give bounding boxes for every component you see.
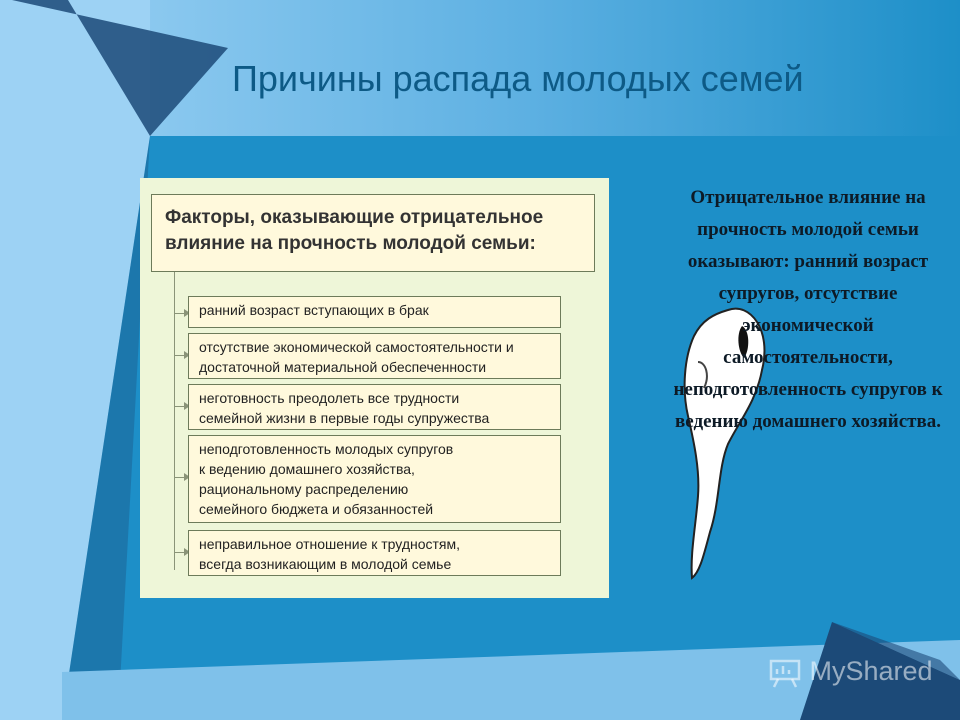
arrow-icon <box>174 552 187 553</box>
factor-text: отсутствие экономической самостоятельности и <box>199 339 514 355</box>
diagram-heading-line: Факторы, оказывающие отрицательное <box>165 207 544 228</box>
factor-box <box>188 530 561 576</box>
diagram-heading <box>151 194 595 272</box>
arrow-icon <box>174 477 187 478</box>
factor-text: семейного бюджета и обязанностей <box>199 501 434 517</box>
factor-box <box>188 384 561 430</box>
factors-diagram <box>140 178 609 598</box>
arrow-icon <box>174 355 187 356</box>
factor-text: неподготовленность молодых супругов <box>199 441 454 457</box>
factor-box <box>188 435 561 523</box>
watermark-logo <box>768 656 933 688</box>
factor-text: всегда возникающим в молодой семье <box>199 556 452 572</box>
factor-text: неготовность преодолеть все трудности <box>199 390 460 406</box>
diagram-heading-line: влияние на прочность молодой семьи: <box>165 233 536 254</box>
factor-text: рациональному распределению <box>199 481 409 497</box>
presentation-board-icon <box>768 658 802 688</box>
arrow-icon <box>174 313 187 314</box>
factor-text: ранний возраст вступающих в брак <box>199 302 429 318</box>
factor-text: к ведению домашнего хозяйства, <box>199 461 415 477</box>
factor-box <box>188 333 561 379</box>
watermark-text: MyShared <box>809 656 933 686</box>
factor-text: достаточной материальной обеспеченности <box>199 359 487 375</box>
side-text: Отрицательное влияние на прочность молодой семьи оказывают: ранний возраст супругов, отсутствие экономической самостоятельности, неподготовленность супругов к ведению домашнего хозяйства. <box>673 187 943 432</box>
arrow-icon <box>174 406 187 407</box>
factor-text: семейной жизни в первые годы супружества <box>199 410 490 426</box>
slide-title: Причины распада молодых семей <box>232 58 804 99</box>
diagram-connector-line <box>174 272 175 570</box>
factor-text: неправильное отношение к трудностям, <box>199 536 461 552</box>
factor-box <box>188 296 561 328</box>
